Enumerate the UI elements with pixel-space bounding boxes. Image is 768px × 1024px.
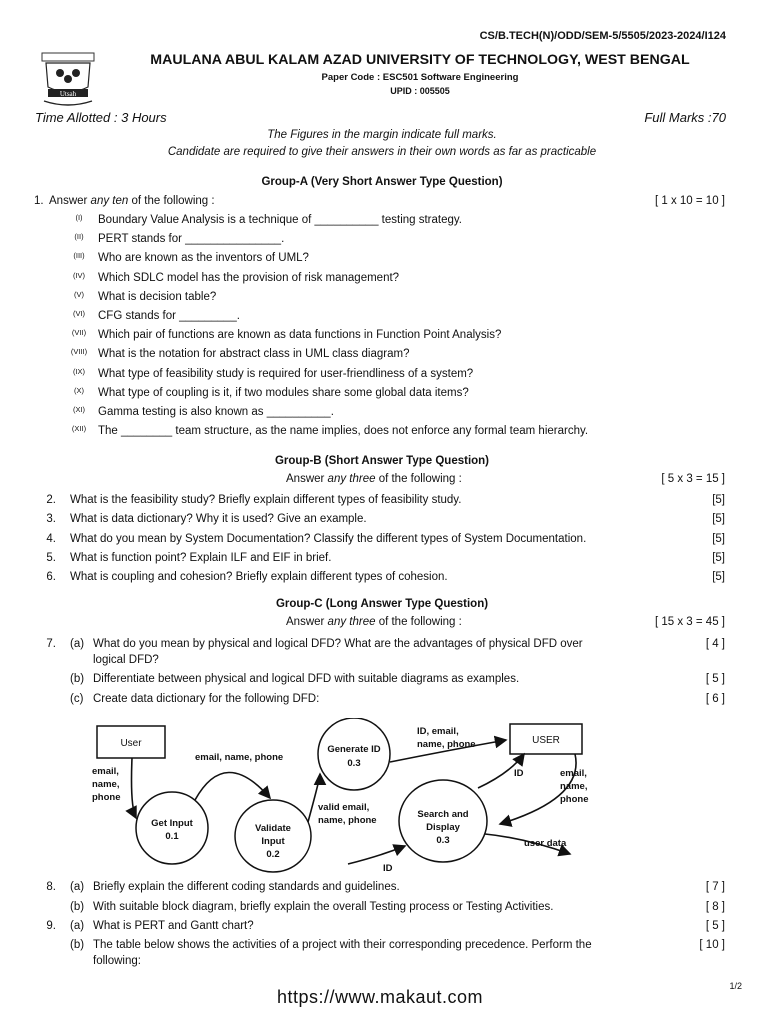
note-own-words: Candidate are required to give their answers in their own words as far as practicable <box>167 146 597 158</box>
item-text: CFG stands for _________. <box>98 310 240 322</box>
question-7a-cont <box>0 654 768 670</box>
question-9b <box>0 939 768 955</box>
process-label: 0.3 <box>436 835 450 846</box>
group-b-instructions <box>0 473 768 489</box>
process-label: Validate <box>255 823 291 834</box>
sub-label: (a) <box>70 638 85 650</box>
question-marks: [ 8 ] <box>705 901 725 913</box>
group-b-item <box>0 513 768 529</box>
process-label: Display <box>426 822 460 833</box>
process-search-display <box>399 780 487 862</box>
flow-label: phone <box>560 794 589 805</box>
process-label: Generate ID <box>327 744 381 755</box>
item-numeral: (VII) <box>71 328 87 338</box>
question-text: What do you mean by physical and logical DFD? What are the advantages of physical DFD over <box>93 638 583 650</box>
question-text: What is PERT and Gantt chart? <box>93 920 254 932</box>
question-text: Create data dictionary for the following DFD: <box>93 693 320 705</box>
flow-label: email, name, phone <box>195 752 284 763</box>
flow-label: user data <box>524 838 567 849</box>
question-text: logical DFD? <box>93 654 159 666</box>
item-numeral: (IX) <box>72 366 86 376</box>
item-text: Which pair of functions are known as data functions in Function Point Analysis? <box>98 329 502 342</box>
sub-label: (b) <box>70 673 85 685</box>
flow-label: email, <box>560 768 587 779</box>
group-b-item <box>0 571 768 587</box>
question-text: What is the feasibility study? Briefly explain different types of feasibility study. <box>70 494 462 506</box>
group-a-title: Group-A (Very Short Answer Type Question) <box>261 176 503 188</box>
group-c-instruction-text: Answer any three of the following : <box>286 616 462 628</box>
group-a-item <box>0 233 768 249</box>
entity-user-right-label: USER <box>532 735 560 746</box>
item-text: Gamma testing is also known as __________. <box>98 406 334 418</box>
question-marks: [5] <box>712 532 725 545</box>
question-text: What is coupling and cohesion? Briefly explain different types of cohesion. <box>70 571 448 584</box>
page-number: 1/2 <box>729 981 742 991</box>
flow-label: name, <box>560 781 588 792</box>
item-text: PERT stands for _______________. <box>98 233 285 246</box>
item-text: Boundary Value Analysis is a technique of __________ testing strategy. <box>98 214 462 226</box>
sub-label: (b) <box>70 939 85 951</box>
item-numeral: (VIII) <box>70 347 88 357</box>
item-numeral: (III) <box>73 251 85 261</box>
item-numeral: (X) <box>74 385 84 395</box>
group-c-marks: [ 15 x 3 = 45 ] <box>654 616 725 628</box>
process-label: 0.3 <box>347 758 361 769</box>
flow-label: name, <box>92 779 120 790</box>
question-marks: [ 6 ] <box>705 693 725 705</box>
sub-label: (b) <box>70 901 85 913</box>
flow-label: name, phone <box>417 739 476 750</box>
process-label: Get Input <box>151 818 193 829</box>
question-number: 2. <box>46 494 56 506</box>
flow-label: email, <box>92 766 119 777</box>
group-a-item <box>0 272 768 288</box>
group-a-marks: [ 1 x 10 = 10 ] <box>654 195 725 207</box>
group-a-item <box>0 406 768 422</box>
group-b-instruction-text: Answer any three of the following : <box>286 473 462 485</box>
group-a-item <box>0 425 768 441</box>
group-b-item <box>0 552 768 568</box>
process-label: 0.2 <box>266 849 280 860</box>
sub-label: (c) <box>70 693 84 705</box>
group-b-title: Group-B (Short Answer Type Question) <box>274 455 490 467</box>
question-7c <box>0 693 768 709</box>
logo-text: Utsah <box>59 90 77 98</box>
footer-url[interactable]: https://www.makaut.com <box>276 987 484 1007</box>
question-marks: [ 5 ] <box>705 920 725 932</box>
flow-label: ID <box>383 863 393 874</box>
question-text: What is data dictionary? Why it is used? Give an example. <box>70 513 367 526</box>
question-number: 6. <box>46 571 56 584</box>
question-number: 3. <box>46 513 56 526</box>
question-number: 7. <box>46 638 56 650</box>
process-label: Input <box>261 836 285 847</box>
group-c-instructions <box>0 616 768 632</box>
process-label: Search and <box>417 809 469 820</box>
question-text: Differentiate between physical and logical DFD with suitable diagrams as examples. <box>93 673 520 685</box>
question-text: following: <box>93 955 141 967</box>
sub-label: (a) <box>70 920 85 932</box>
flow-user-to-getinput <box>132 758 137 818</box>
group-a-item <box>0 291 768 307</box>
question-marks: [5] <box>712 494 725 506</box>
question-number: 5. <box>46 551 56 564</box>
question-text: The table below shows the activities of a project with their corresponding precedence. Perform the <box>93 939 592 951</box>
question-text: What is function point? Explain ILF and EIF in brief. <box>70 551 332 564</box>
flow-label: name, phone <box>318 815 377 826</box>
question-7a <box>0 638 768 654</box>
entity-user-left-label: User <box>120 738 142 749</box>
question-marks: [ 10 ] <box>699 939 725 951</box>
group-c-title: Group-C (Long Answer Type Question) <box>275 598 489 610</box>
item-text: The ________ team structure, as the name implies, does not enforce any formal team hierarchy. <box>98 425 589 438</box>
question-1 <box>0 195 768 211</box>
question-number: 9. <box>46 920 56 932</box>
dfd-diagram <box>80 718 620 876</box>
group-b-item <box>0 494 768 510</box>
flow-label: valid email, <box>318 802 370 813</box>
question-marks: [ 4 ] <box>705 638 725 650</box>
question-9b-cont <box>0 955 768 971</box>
question-number: 1. <box>34 195 44 207</box>
group-a-item <box>0 387 768 403</box>
item-numeral: (VI) <box>72 309 86 318</box>
flow-label: ID, email, <box>417 726 459 737</box>
group-a-item <box>0 368 768 384</box>
question-marks: [5] <box>712 571 725 584</box>
question-marks: [ 7 ] <box>705 881 725 893</box>
item-text: What is decision table? <box>98 290 217 303</box>
item-text: Which SDLC model has the provision of risk management? <box>98 271 400 284</box>
group-a-item <box>0 329 768 345</box>
process-label: 0.1 <box>165 831 179 842</box>
question-text: With suitable block diagram, briefly explain the overall Testing process or Testing Activities. <box>93 901 554 913</box>
flow-id-in <box>348 846 405 864</box>
note-margin: The Figures in the margin indicate full marks. <box>267 129 497 141</box>
question-number: 4. <box>46 532 56 545</box>
question-marks: [ 5 ] <box>705 673 725 685</box>
full-marks: Full Marks :70 <box>644 110 726 125</box>
group-a-item <box>0 348 768 364</box>
item-numeral: (XII) <box>71 424 87 434</box>
flow-label: phone <box>92 792 121 803</box>
question-text: What do you mean by System Documentation? Classify the different types of System Documentation. <box>70 532 587 545</box>
group-a-item <box>0 252 768 268</box>
paper-code: Paper Code : ESC501 Software Engineering <box>321 72 519 83</box>
question-7b <box>0 673 768 689</box>
question-8a <box>0 881 768 897</box>
group-a-item <box>0 214 768 230</box>
item-numeral: (XI) <box>72 405 86 414</box>
flow-label: ID <box>514 768 524 779</box>
sub-label: (a) <box>70 881 85 893</box>
item-numeral: (V) <box>74 289 84 299</box>
item-text: Who are known as the inventors of UML? <box>98 252 309 265</box>
question-number: 8. <box>46 881 56 893</box>
question-8b <box>0 901 768 917</box>
flow-getinput-to-validate <box>195 772 270 800</box>
item-numeral: (I) <box>75 213 83 222</box>
question-9a <box>0 920 768 936</box>
item-numeral: (II) <box>74 232 84 242</box>
group-b-marks: [ 5 x 3 = 15 ] <box>661 473 725 485</box>
item-text: What is the notation for abstract class in UML class diagram? <box>98 348 410 361</box>
item-text: What type of coupling is it, if two modules share some global data items? <box>98 386 469 399</box>
question-marks: [5] <box>712 551 725 564</box>
time-allotted: Time Allotted : 3 Hours <box>35 110 167 125</box>
university-name: MAULANA ABUL KALAM AZAD UNIVERSITY OF TECHNOLOGY, WEST BENGAL <box>150 52 690 68</box>
group-b-item <box>0 533 768 549</box>
upid: UPID : 005505 <box>390 86 450 96</box>
paper-code-ref: CS/B.TECH(N)/ODD/SEM-5/5505/2023-2024/I124 <box>479 30 726 42</box>
question-text: Briefly explain the different coding standards and guidelines. <box>93 881 400 893</box>
group-a-item <box>0 310 768 326</box>
item-text: What type of feasibility study is required for user-friendliness of a system? <box>98 367 474 380</box>
question-marks: [5] <box>712 513 725 526</box>
item-numeral: (IV) <box>72 270 86 280</box>
question-1-text: Answer any ten of the following : <box>49 195 215 207</box>
